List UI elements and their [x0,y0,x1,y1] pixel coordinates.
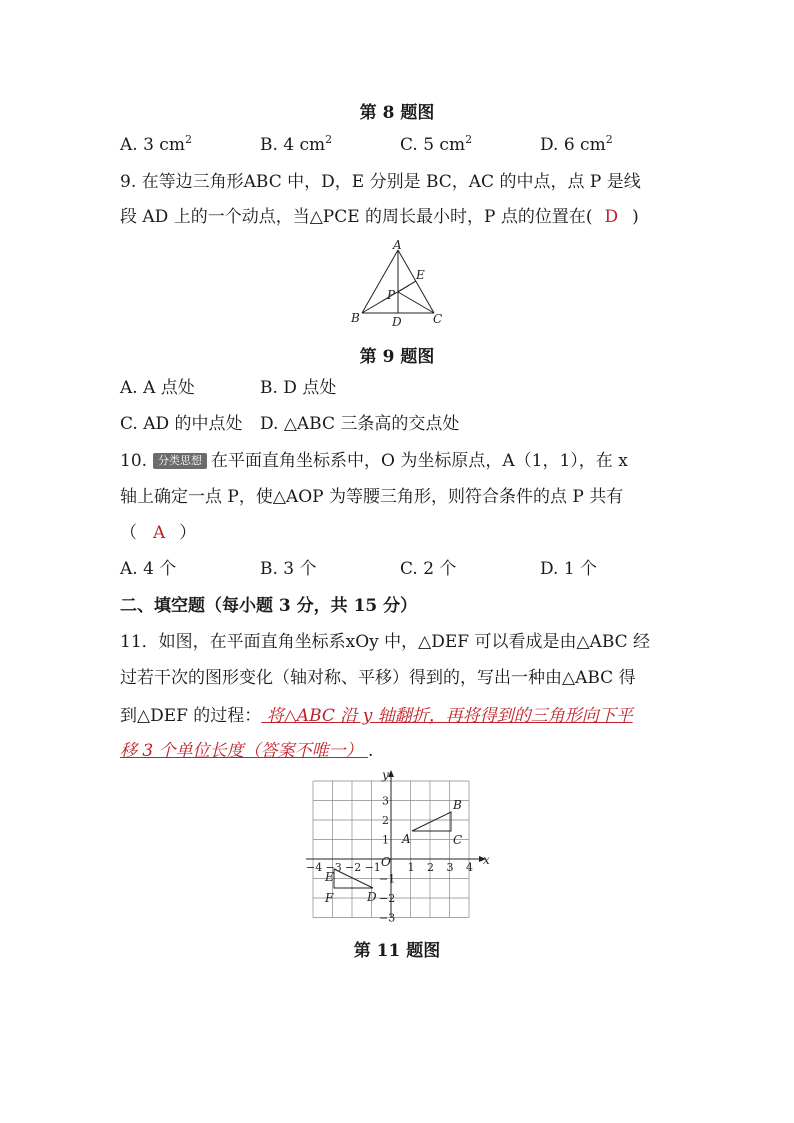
q9-label-a: A [393,238,402,252]
category-tag: 分类思想 [153,453,207,469]
q11-caption: 第 11 题图 [353,941,441,961]
y-tick-label: 1 [382,833,389,847]
q9-label-d: D [392,315,402,329]
q9-figure [345,238,450,330]
y-tick-label: −1 [379,872,396,886]
q9-option-d: D. △ABC 三条高的交点处 [260,414,460,434]
point-label-a: A [402,832,411,846]
q11-line1: 11．如图，在平面直角坐标系xOy 中，△DEF 可以看成是由△ABC 经 [120,632,651,652]
q8-option-d: D. 6 $cm^2$ [540,133,613,155]
q10-answer: A [153,523,166,543]
q10-option-d: D. 1 个 [540,559,598,579]
q9-label-b: B [351,311,360,325]
q9-line1: 9. 在等边三角形ABC 中，D，E 分别是 BC，AC 的中点，点 P 是线 [120,172,641,192]
q11-answer-part1: 将△ABC 沿 y 轴翻折，再将得到的三角形向下平 [261,706,633,726]
triangle-abc [412,812,451,831]
q8-option-c: C. 5 $cm^2$ [400,133,473,155]
point-label-c: C [453,833,463,847]
x-tick-label: 1 [407,861,415,874]
q11-coordinate-grid [300,768,495,923]
x-tick-label: 3 [446,861,454,874]
q11-line2: 过若干次的图形变化（轴对称、平移）得到的，写出一种由△ABC 得 [120,668,636,688]
q9-segment-pc [398,292,434,313]
q9-option-a: A. A 点处 [120,378,195,398]
point-label-b: B [453,798,462,812]
x-tick-label: 4 [466,861,473,874]
q9-option-c: C. AD 的中点处 [120,414,243,434]
q9-side-ab [362,250,398,313]
section-heading: 二、填空题（每小题 3 分，共 15 分） [120,596,418,616]
q11-line3: 到△DEF 的过程： 将△ABC 沿 y 轴翻折，再将得到的三角形向下平 [120,706,633,726]
y-tick-label: 2 [382,814,389,827]
q8-caption: 第 8 题图 [359,103,435,123]
q9-caption: 第 9 题图 [359,347,435,367]
y-axis-label: y [382,768,389,782]
q10-line1: 10. 分类思想 在平面直角坐标系中，O 为坐标原点，A（1，1），在 x [120,451,628,471]
q9-label-c: C [433,312,443,326]
q8-option-a: A. 3 $cm^2$ [120,133,192,155]
x-axis-label: x [483,853,490,867]
q9-answer: D [604,207,619,227]
y-tick-label: 3 [382,794,389,808]
point-label-d: D [367,890,377,904]
q10-option-a: A. 4 个 [120,559,177,579]
x-tick-label: 2 [427,861,434,874]
q10-line3: （ A ） [120,523,197,543]
q9-label-p: P [387,288,396,302]
point-label-e: E [325,870,334,884]
point-label-f: F [325,891,334,905]
x-tick-label: −3 [325,861,342,874]
x-tick-label: −2 [345,861,362,874]
q9-label-e: E [416,268,425,282]
x-tick-label: −4 [306,861,323,874]
x-tick-label: −1 [364,861,381,874]
q10-line2: 轴上确定一点 P，使△AOP 为等腰三角形，则符合条件的点 P 共有 [120,487,624,507]
y-tick-label: −3 [379,911,396,923]
q10-option-b: B. 3 个 [260,559,317,579]
origin-label: O [381,855,391,869]
y-tick-label: −2 [379,892,396,905]
q11-answer-part2: 移 3 个单位长度（答案不唯一） [120,741,363,761]
q9-segment-pe [398,281,416,292]
q8-option-b: B. 4 $cm^2$ [260,133,333,155]
q10-option-c: C. 2 个 [400,559,457,579]
q9-line2: 段 AD 上的一个动点，当△PCE 的周长最小时，P 点的位置在( D ) [120,207,639,227]
q9-option-b: B. D 点处 [260,378,337,398]
y-axis-arrow [388,770,394,777]
q11-line4: 移 3 个单位长度（答案不唯一） . [120,741,374,761]
